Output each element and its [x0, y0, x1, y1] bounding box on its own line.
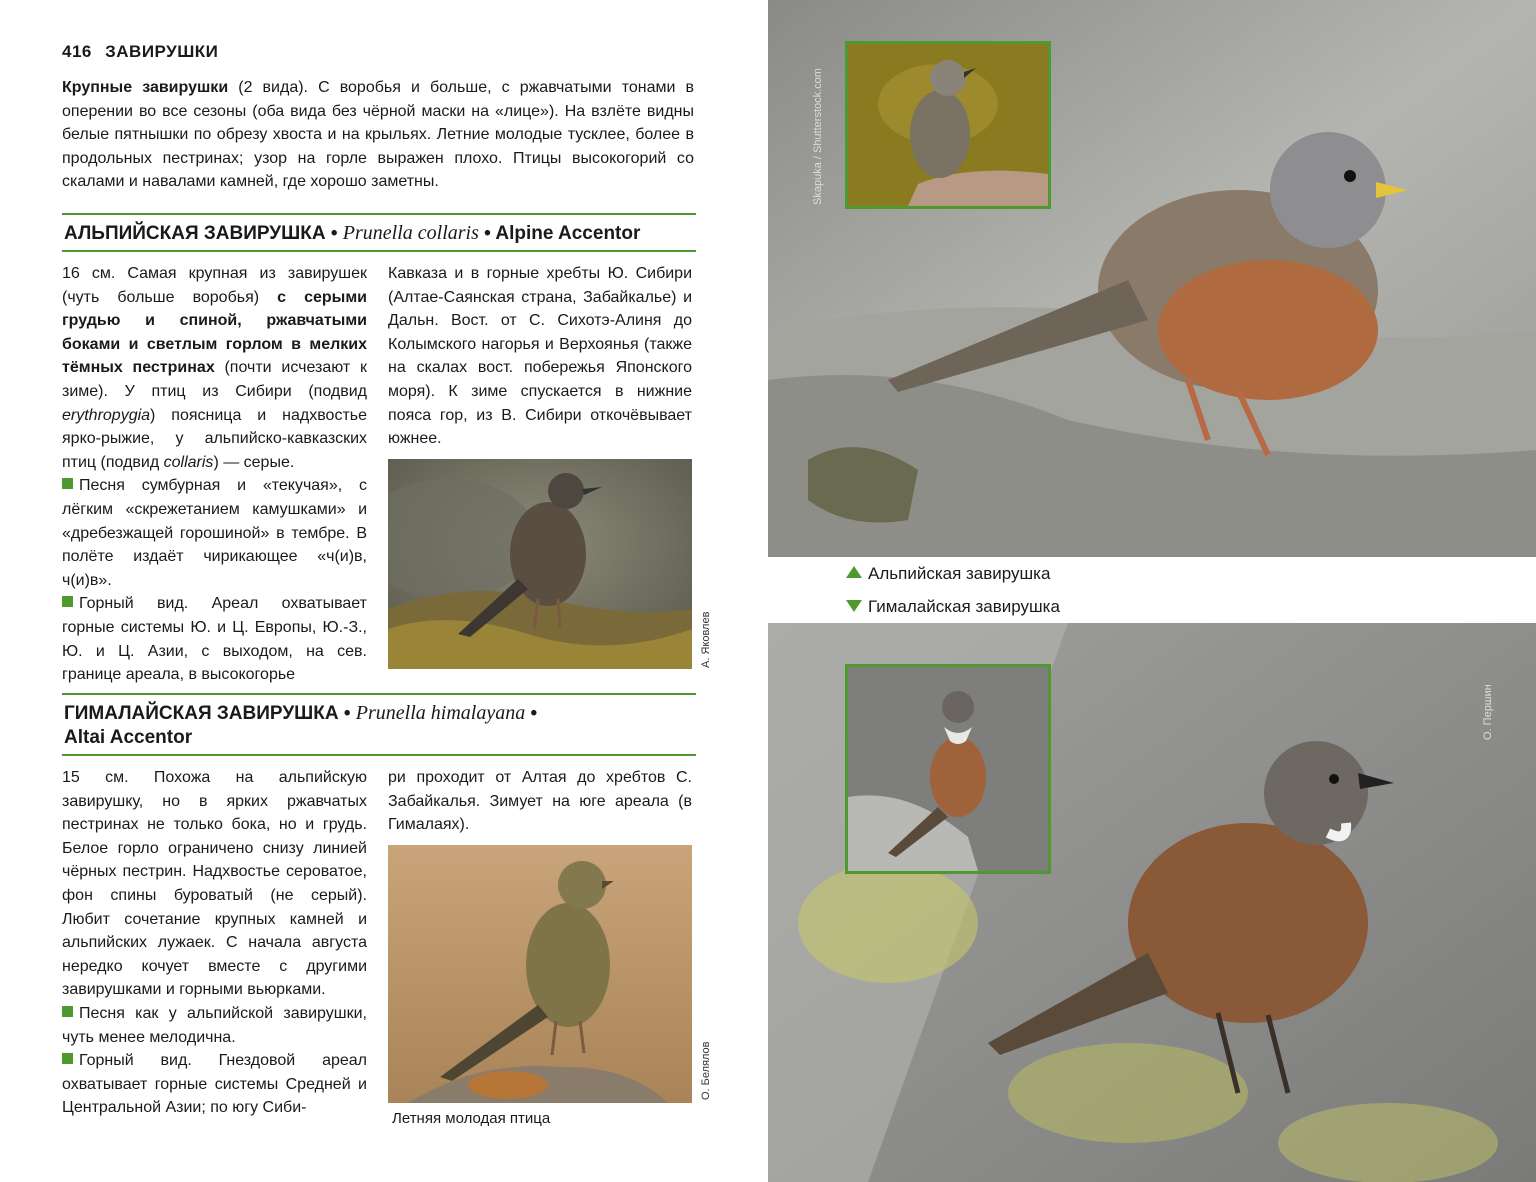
- himalayan-main-credit: О. Першин: [1482, 684, 1494, 740]
- alpine-p1g: ) — серые.: [213, 453, 295, 471]
- bullet-square-icon: [62, 596, 73, 607]
- section-title: ЗАВИРУШКИ: [105, 42, 219, 61]
- himalayan-small-photo: [388, 845, 692, 1103]
- page-number: 416: [62, 42, 92, 61]
- alpine-heading: [62, 213, 696, 252]
- bullet-square-icon: [62, 478, 73, 489]
- himalayan-range-text: Горный вид. Гнездовой ареал охватывает горные системы Средней и Центральной Азии; по югу Сиби-: [62, 1052, 367, 1117]
- alpine-p1a: 16 см. Самая крупная из завирушек (чуть больше воробья): [62, 265, 367, 306]
- himalayan-title-ru: ГИМАЛАЙСКАЯ ЗАВИРУШКА: [64, 703, 339, 724]
- juvenile-caption: Летняя молодая птица: [392, 1110, 551, 1127]
- alpine-p1b: с серыми грудью и спиной, ржавчатыми боками и светлым горлом в мелких тёмных пестринах: [62, 288, 368, 377]
- alpine-song: [62, 474, 367, 592]
- alpine-p1d: erythropygia: [62, 406, 151, 424]
- alpine-title-en: Alpine Accentor: [495, 223, 641, 244]
- himalayan-range: [62, 1049, 367, 1120]
- bullet-square-icon: [62, 1006, 73, 1017]
- page-header: [62, 42, 218, 62]
- himalayan-description: 15 см. Похожа на альпийскую завирушку, но в ярких ржавчатых пестринах не только бока, но и грудь. Белое горло ограничено снизу линией чёрных пестрин. Надхвостье сероватое, фон спины буроватый (не серый). Любит сочетание крупных камней и альпийских лужаек. С начала августа нередко кочует вместе с другими завирушками и горными вьюрками.: [62, 769, 367, 999]
- caption-himalayan: [846, 597, 1060, 617]
- alpine-p1e: ) поясница и надхвостье ярко-рыжие, у альпийско-кавказских птиц (подвид: [62, 406, 367, 471]
- alpine-small-photo: [388, 459, 692, 669]
- himalayan-range-cont: ри проходит от Алтая до хребтов С. Забайкалья. Зимует на юге ареала (в Гималаях).: [388, 769, 692, 834]
- intro-paragraph: [62, 76, 694, 194]
- intro-text: (2 вида). С воробья и больше, с ржавчатыми тонами в оперении во все сезоны (оба вида без чёрной маски на «лице»). На взлёте видны белые пятнышки по обрезу хвоста и на крыльях. Летние молодые тусклее, более в продольных пестринах; узор на горле выражен плохо. Птицы высокогорий со скалами и навалами камней, где хорошо заметны.: [62, 79, 694, 190]
- himalayan-text-right: [388, 766, 692, 837]
- bullet-square-icon: [62, 1053, 73, 1064]
- caption-alpine-text: Альпийская завирушка: [868, 564, 1051, 583]
- himalayan-song-text: Песня как у альпийской завирушки, чуть менее мелодична.: [62, 1004, 367, 1046]
- alpine-range: [62, 592, 367, 686]
- alpine-sep1: •: [325, 223, 343, 244]
- arrow-down-icon: [846, 600, 862, 612]
- himalayan-text-left: [62, 766, 367, 1120]
- himalayan-song: [62, 1002, 367, 1049]
- alpine-song-text: Песня сумбурная и «текучая», с лёгким «скрежетанием камушками» и «дребезжащей горошиной» в тембре. В полёте издаёт чирикающее «ч(и)в, ч(и)в».: [62, 477, 367, 589]
- alpine-text-right: [388, 262, 692, 451]
- himalayan-sep2: •: [525, 703, 538, 724]
- alpine-photo-credit: А. Яковлев: [700, 611, 712, 668]
- himalayan-inset-photo: [845, 664, 1051, 874]
- alpine-range-cont: Кавказа и в горные хребты Ю. Сибири (Алтае-Саянская страна, Забайкалье) и Дальн. Вост. от С. Сихотэ-Алиня до Колымского нагорья и Верхоянья (также на скалах вост. побережья Японского моря). К зиме спускается в нижние пояса гор, из В. Сибири откочёвывает южнее.: [388, 265, 692, 448]
- himalayan-title-en: Altai Accentor: [64, 727, 193, 748]
- himalayan-heading: [62, 693, 696, 756]
- caption-himalayan-text: Гималайская завирушка: [868, 597, 1060, 616]
- alpine-text-left: [62, 262, 367, 687]
- alpine-range-text: Горный вид. Ареал охватывает горные системы Ю. и Ц. Европы, Ю.-З., Ю. и Ц. Азии, с выходом, на сев. границе ареала, в высокогорье: [62, 595, 367, 684]
- alpine-title-ru: АЛЬПИЙСКАЯ ЗАВИРУШКА: [64, 223, 326, 244]
- himalayan-sep1: •: [338, 703, 356, 724]
- alpine-p1c: (почти исчезают к зиме). У птиц из Сибири (подвид: [62, 359, 367, 400]
- caption-alpine: [846, 564, 1050, 584]
- alpine-main-credit: Skapuka / Shutterstock.com: [812, 68, 824, 205]
- alpine-description: [62, 262, 367, 474]
- alpine-inset-photo: [845, 41, 1051, 209]
- himalayan-photo-credit: О. Белялов: [700, 1041, 712, 1100]
- arrow-up-icon: [846, 566, 862, 578]
- himalayan-latin: Prunella himalayana: [355, 702, 526, 724]
- alpine-sep2: •: [478, 223, 496, 244]
- alpine-latin: Prunella collaris: [342, 222, 479, 244]
- alpine-p1f: collaris: [163, 453, 214, 471]
- intro-bold: Крупные завирушки: [62, 79, 229, 96]
